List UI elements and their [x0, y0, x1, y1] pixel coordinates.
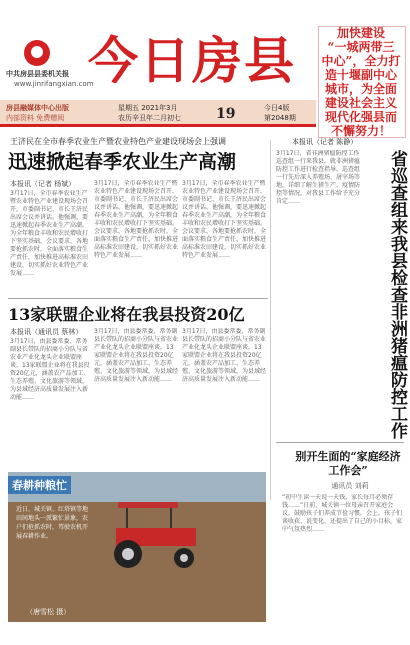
- issue-number: 第2048期: [264, 114, 296, 122]
- ad-slogan: 加快建设 “一城两带三 中心”，全力打 造十堰副中心 城市，为全面 建设社会主义 现代化强县而 不懈努力！: [321, 26, 401, 138]
- story2-body-col3: 3月17日，由县委常委、常务副县长带队的招商小分队与省农业产业化龙头企业联盟座谈，13家联盟企业将在我县投资20亿元，涵盖农产品加工、生态养殖、文化旅游等领域，为县域经济高质量发展注入新动能……: [182, 328, 266, 383]
- lead-body-col1: 3月17日，全市春季农业生产暨农业特色产业建设现场会召开，市委副书记、市长王济民出席会议并讲话。他强调，要迅速掀起春季农业生产高潮，为全年粮食丰收和农民增收打下坚实基础。会议要求，各地要抢抓农时，全面落实粮食生产责任，加快推进高标准农田建设，切实抓好农业特色产业发展……: [10, 190, 89, 277]
- issue-pages: 今日4版: [264, 104, 290, 112]
- divider: [276, 442, 404, 443]
- column-rule: [270, 140, 271, 500]
- issue-bar-rule: [0, 124, 316, 127]
- essay-title: 别开生面的“家庭经济工作会”: [295, 450, 401, 477]
- right-byline: 本报讯（记者 陈静）: [292, 138, 358, 146]
- site-url: www.jinrifangxian.com: [14, 80, 94, 88]
- issue-day: 19: [216, 106, 236, 122]
- slogan: 内部资料 免费赠阅: [6, 114, 65, 122]
- story2-headline: 13家联盟企业将在我县投资20亿: [8, 305, 245, 324]
- newspaper-logo-icon: [24, 40, 50, 66]
- right-headline: 省巡查组来我县检查非洲猪瘟防控工作: [387, 150, 407, 439]
- essay-body: “初中生读一天说一天钱，家长每月必须存钱……”日前，城关镇一位母亲召开家庭会议，鼓励孩子们养成节俭习惯。会上，孩子们谈收获、说变化，还提出了自己的小目标，家中气氛热烈……: [282, 494, 403, 533]
- publisher: 房县融媒体中心出版: [6, 104, 69, 112]
- essay-author: 通讯员 刘莉: [331, 482, 369, 490]
- issue-date: 星期五 2021年3月: [118, 104, 178, 112]
- story2-body-col1: 3月17日，由县委常委、常务副县长带队的招商小分队与省农业产业化龙头企业联盟座谈，13家联盟企业将在我县投资20亿元，涵盖农产品加工、生态养殖、文化旅游等领域，为县域经济高质量发展注入新动能……: [10, 338, 90, 401]
- masthead-title: 今日房县: [88, 31, 296, 90]
- lead-body-col3: 3月17日，全市春季农业生产暨农业特色产业建设现场会召开，市委副书记、市长王济民出席会议并讲话。他强调，要迅速掀起春季农业生产高潮，为全年粮食丰收和农民增收打下坚实基础。会议要求，各地要抢抓农时，全面落实粮食生产责任，加快推进高标准农田建设，切实抓好农业特色产业发展……: [182, 180, 266, 259]
- photo-caption: 春耕种粮忙: [8, 476, 71, 494]
- tractor-icon: [98, 502, 208, 572]
- site-name: 中共房县县委机关报: [6, 70, 69, 78]
- divider: [8, 298, 268, 299]
- story2-body-col2: 3月17日，由县委常委、常务副县长带队的招商小分队与省农业产业化龙头企业联盟座谈，13家联盟企业将在我县投资20亿元，涵盖农产品加工、生态养殖、文化旅游等领域，为县域经济高质量发展注入新动能……: [94, 328, 178, 383]
- issue-lunar: 农历辛丑年二月初七: [118, 114, 181, 122]
- right-body: 3月17日，省非洲猪瘟防控工作巡查组一行来我县，就非洲猪瘟防控工作进行检查指导。巡查组一行先后深入养殖场、屠宰场等地，详细了解生猪生产、疫情防控等情况，对我县工作给予充分肯定……: [276, 150, 361, 205]
- story2-byline: 本报讯（通讯员 蔡林）: [10, 328, 83, 336]
- lead-headline: 迅速掀起春季农业生产高潮: [8, 151, 237, 173]
- lead-body-col2: 3月17日，全市春季农业生产暨农业特色产业建设现场会召开，市委副书记、市长王济民出席会议并讲话。他强调，要迅速掀起春季农业生产高潮，为全年粮食丰收和农民增收打下坚实基础。会议要求，各地要抢抓农时，全面落实粮食生产责任，加快推进高标准农田建设，切实抓好农业特色产业发展……: [94, 180, 178, 259]
- lead-byline: 本报讯（记者 杨斌）: [10, 180, 76, 188]
- photo-text: 近日，城关镇、红塔镇等地田间地头一派繁忙景象，农户们抢抓农时，驾驶农机开展春耕作业。: [16, 506, 89, 540]
- lead-subhead: 王济民在全市春季农业生产暨农业特色产业建设现场会上强调: [10, 137, 226, 146]
- photo-credit: （唐雪松 摄）: [26, 608, 71, 616]
